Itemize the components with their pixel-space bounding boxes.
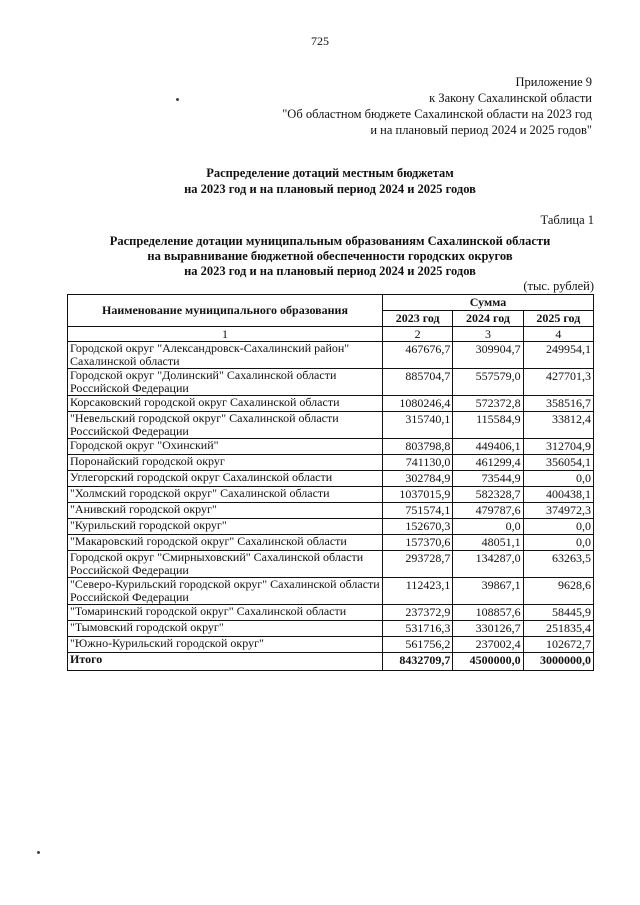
cell-municipality: "Тымовский городской округ" (68, 621, 383, 637)
cell-2024: 108857,6 (453, 605, 523, 621)
cell-municipality: "Томаринский городской округ" Сахалинской области (68, 605, 383, 621)
appendix-line: к Закону Сахалинской области (429, 91, 592, 105)
subheading-line: на выравнивание бюджетной обеспеченности городских округов (147, 249, 513, 263)
cell-2025: 63263,5 (523, 551, 593, 578)
table-row (68, 578, 594, 605)
cell-municipality: "Анивский городской округ" (68, 503, 383, 519)
cell-2023: 1037015,9 (383, 487, 453, 503)
table-label: Таблица 1 (540, 213, 594, 227)
cell-2024: 48051,1 (453, 535, 523, 551)
cell-2023: 152670,3 (383, 519, 453, 535)
cell-2024: 134287,0 (453, 551, 523, 578)
table-row (68, 551, 594, 578)
cell-2023: 8432709,7 (383, 653, 453, 671)
cell-municipality: "Макаровский городской округ" Сахалинской области (68, 535, 383, 551)
table-row (68, 487, 594, 503)
cell-municipality: "Северо-Курильский городской округ" Сахалинской области Российской Федерации (68, 578, 383, 605)
column-header-2023: 2023 год (383, 311, 453, 327)
cell-municipality: "Холмский городской округ" Сахалинской области (68, 487, 383, 503)
cell-municipality: Поронайский городской округ (68, 455, 383, 471)
scan-speck (37, 851, 40, 854)
cell-2024: 330126,7 (453, 621, 523, 637)
column-header-name: Наименование муниципального образования (68, 295, 383, 327)
column-index: 2 (383, 327, 453, 342)
cell-2025: 400438,1 (523, 487, 593, 503)
cell-2025: 3000000,0 (523, 653, 593, 671)
cell-2025: 0,0 (523, 535, 593, 551)
cell-2023: 885704,7 (383, 369, 453, 396)
table-row (68, 439, 594, 455)
table-row (68, 369, 594, 396)
cell-municipality: Корсаковский городской округ Сахалинской области (68, 396, 383, 412)
cell-municipality: "Курильский городской округ" (68, 519, 383, 535)
cell-2025: 249954,1 (523, 342, 593, 369)
cell-2024: 449406,1 (453, 439, 523, 455)
cell-2023: 157370,6 (383, 535, 453, 551)
cell-2024: 237002,4 (453, 637, 523, 653)
scan-speck (176, 98, 179, 101)
cell-2024: 115584,9 (453, 412, 523, 439)
cell-2023: 467676,7 (383, 342, 453, 369)
cell-2024: 557579,0 (453, 369, 523, 396)
appendix-line: и на плановый период 2024 и 2025 годов" (370, 123, 592, 137)
cell-2023: 741130,0 (383, 455, 453, 471)
table-heading (0, 234, 640, 279)
cell-2025: 58445,9 (523, 605, 593, 621)
page-number: 725 (311, 34, 329, 48)
cell-2023: 293728,7 (383, 551, 453, 578)
cell-2023: 112423,1 (383, 578, 453, 605)
cell-2023: 561756,2 (383, 637, 453, 653)
cell-municipality: "Невельский городской округ" Сахалинской области Российской Федерации (68, 412, 383, 439)
table-row (68, 396, 594, 412)
appendix-line: "Об областном бюджете Сахалинской области на 2023 год (282, 107, 592, 121)
cell-2023: 751574,1 (383, 503, 453, 519)
cell-municipality: Итого (68, 653, 383, 671)
cell-2023: 237372,9 (383, 605, 453, 621)
table-row (68, 455, 594, 471)
table-row (68, 412, 594, 439)
column-header-sum: Сумма (383, 295, 594, 311)
table-row (68, 471, 594, 487)
column-index: 3 (453, 327, 523, 342)
cell-2023: 1080246,4 (383, 396, 453, 412)
cell-2025: 374972,3 (523, 503, 593, 519)
table-row (68, 503, 594, 519)
cell-2025: 358516,7 (523, 396, 593, 412)
cell-2025: 251835,4 (523, 621, 593, 637)
appendix-block (282, 74, 592, 138)
cell-2024: 582328,7 (453, 487, 523, 503)
cell-2025: 102672,7 (523, 637, 593, 653)
cell-2023: 302784,9 (383, 471, 453, 487)
units-label: (тыс. рублей) (523, 279, 594, 293)
cell-2024: 461299,4 (453, 455, 523, 471)
table-row (68, 535, 594, 551)
subheading-line: Распределение дотации муниципальным образованиям Сахалинской области (109, 234, 551, 248)
column-index: 1 (68, 327, 383, 342)
cell-2024: 39867,1 (453, 578, 523, 605)
cell-2024: 309904,7 (453, 342, 523, 369)
subsidy-table (67, 294, 594, 671)
cell-municipality: Городской округ "Долинский" Сахалинской области Российской Федерации (68, 369, 383, 396)
cell-municipality: Углегорский городской округ Сахалинской области (68, 471, 383, 487)
cell-2024: 479787,6 (453, 503, 523, 519)
heading-line: на 2023 год и на плановый период 2024 и 2025 годов (184, 182, 476, 196)
column-index-row (68, 327, 594, 342)
cell-2025: 312704,9 (523, 439, 593, 455)
subheading-line: на 2023 год и на плановый период 2024 и 2025 годов (184, 264, 476, 278)
cell-2025: 356054,1 (523, 455, 593, 471)
cell-2025: 9628,6 (523, 578, 593, 605)
cell-municipality: Городской округ "Охинский" (68, 439, 383, 455)
cell-2025: 33812,4 (523, 412, 593, 439)
cell-2025: 0,0 (523, 471, 593, 487)
column-index: 4 (523, 327, 593, 342)
table-row (68, 621, 594, 637)
table-row (68, 519, 594, 535)
column-header-2025: 2025 год (523, 311, 593, 327)
cell-2024: 0,0 (453, 519, 523, 535)
column-header-2024: 2024 год (453, 311, 523, 327)
cell-2024: 572372,8 (453, 396, 523, 412)
cell-2023: 315740,1 (383, 412, 453, 439)
table-row (68, 605, 594, 621)
total-row (68, 653, 594, 671)
document-heading (0, 165, 640, 197)
cell-2025: 0,0 (523, 519, 593, 535)
cell-2023: 803798,8 (383, 439, 453, 455)
appendix-line: Приложение 9 (515, 75, 592, 89)
table-row (68, 637, 594, 653)
cell-2024: 73544,9 (453, 471, 523, 487)
cell-municipality: "Южно-Курильский городской округ" (68, 637, 383, 653)
cell-municipality: Городской округ "Смирныховский" Сахалинской области Российской Федерации (68, 551, 383, 578)
table-row (68, 342, 594, 369)
cell-2024: 4500000,0 (453, 653, 523, 671)
cell-2023: 531716,3 (383, 621, 453, 637)
heading-line: Распределение дотаций местным бюджетам (206, 166, 454, 180)
cell-municipality: Городской округ "Александровск-Сахалинский район" Сахалинской области (68, 342, 383, 369)
cell-2025: 427701,3 (523, 369, 593, 396)
